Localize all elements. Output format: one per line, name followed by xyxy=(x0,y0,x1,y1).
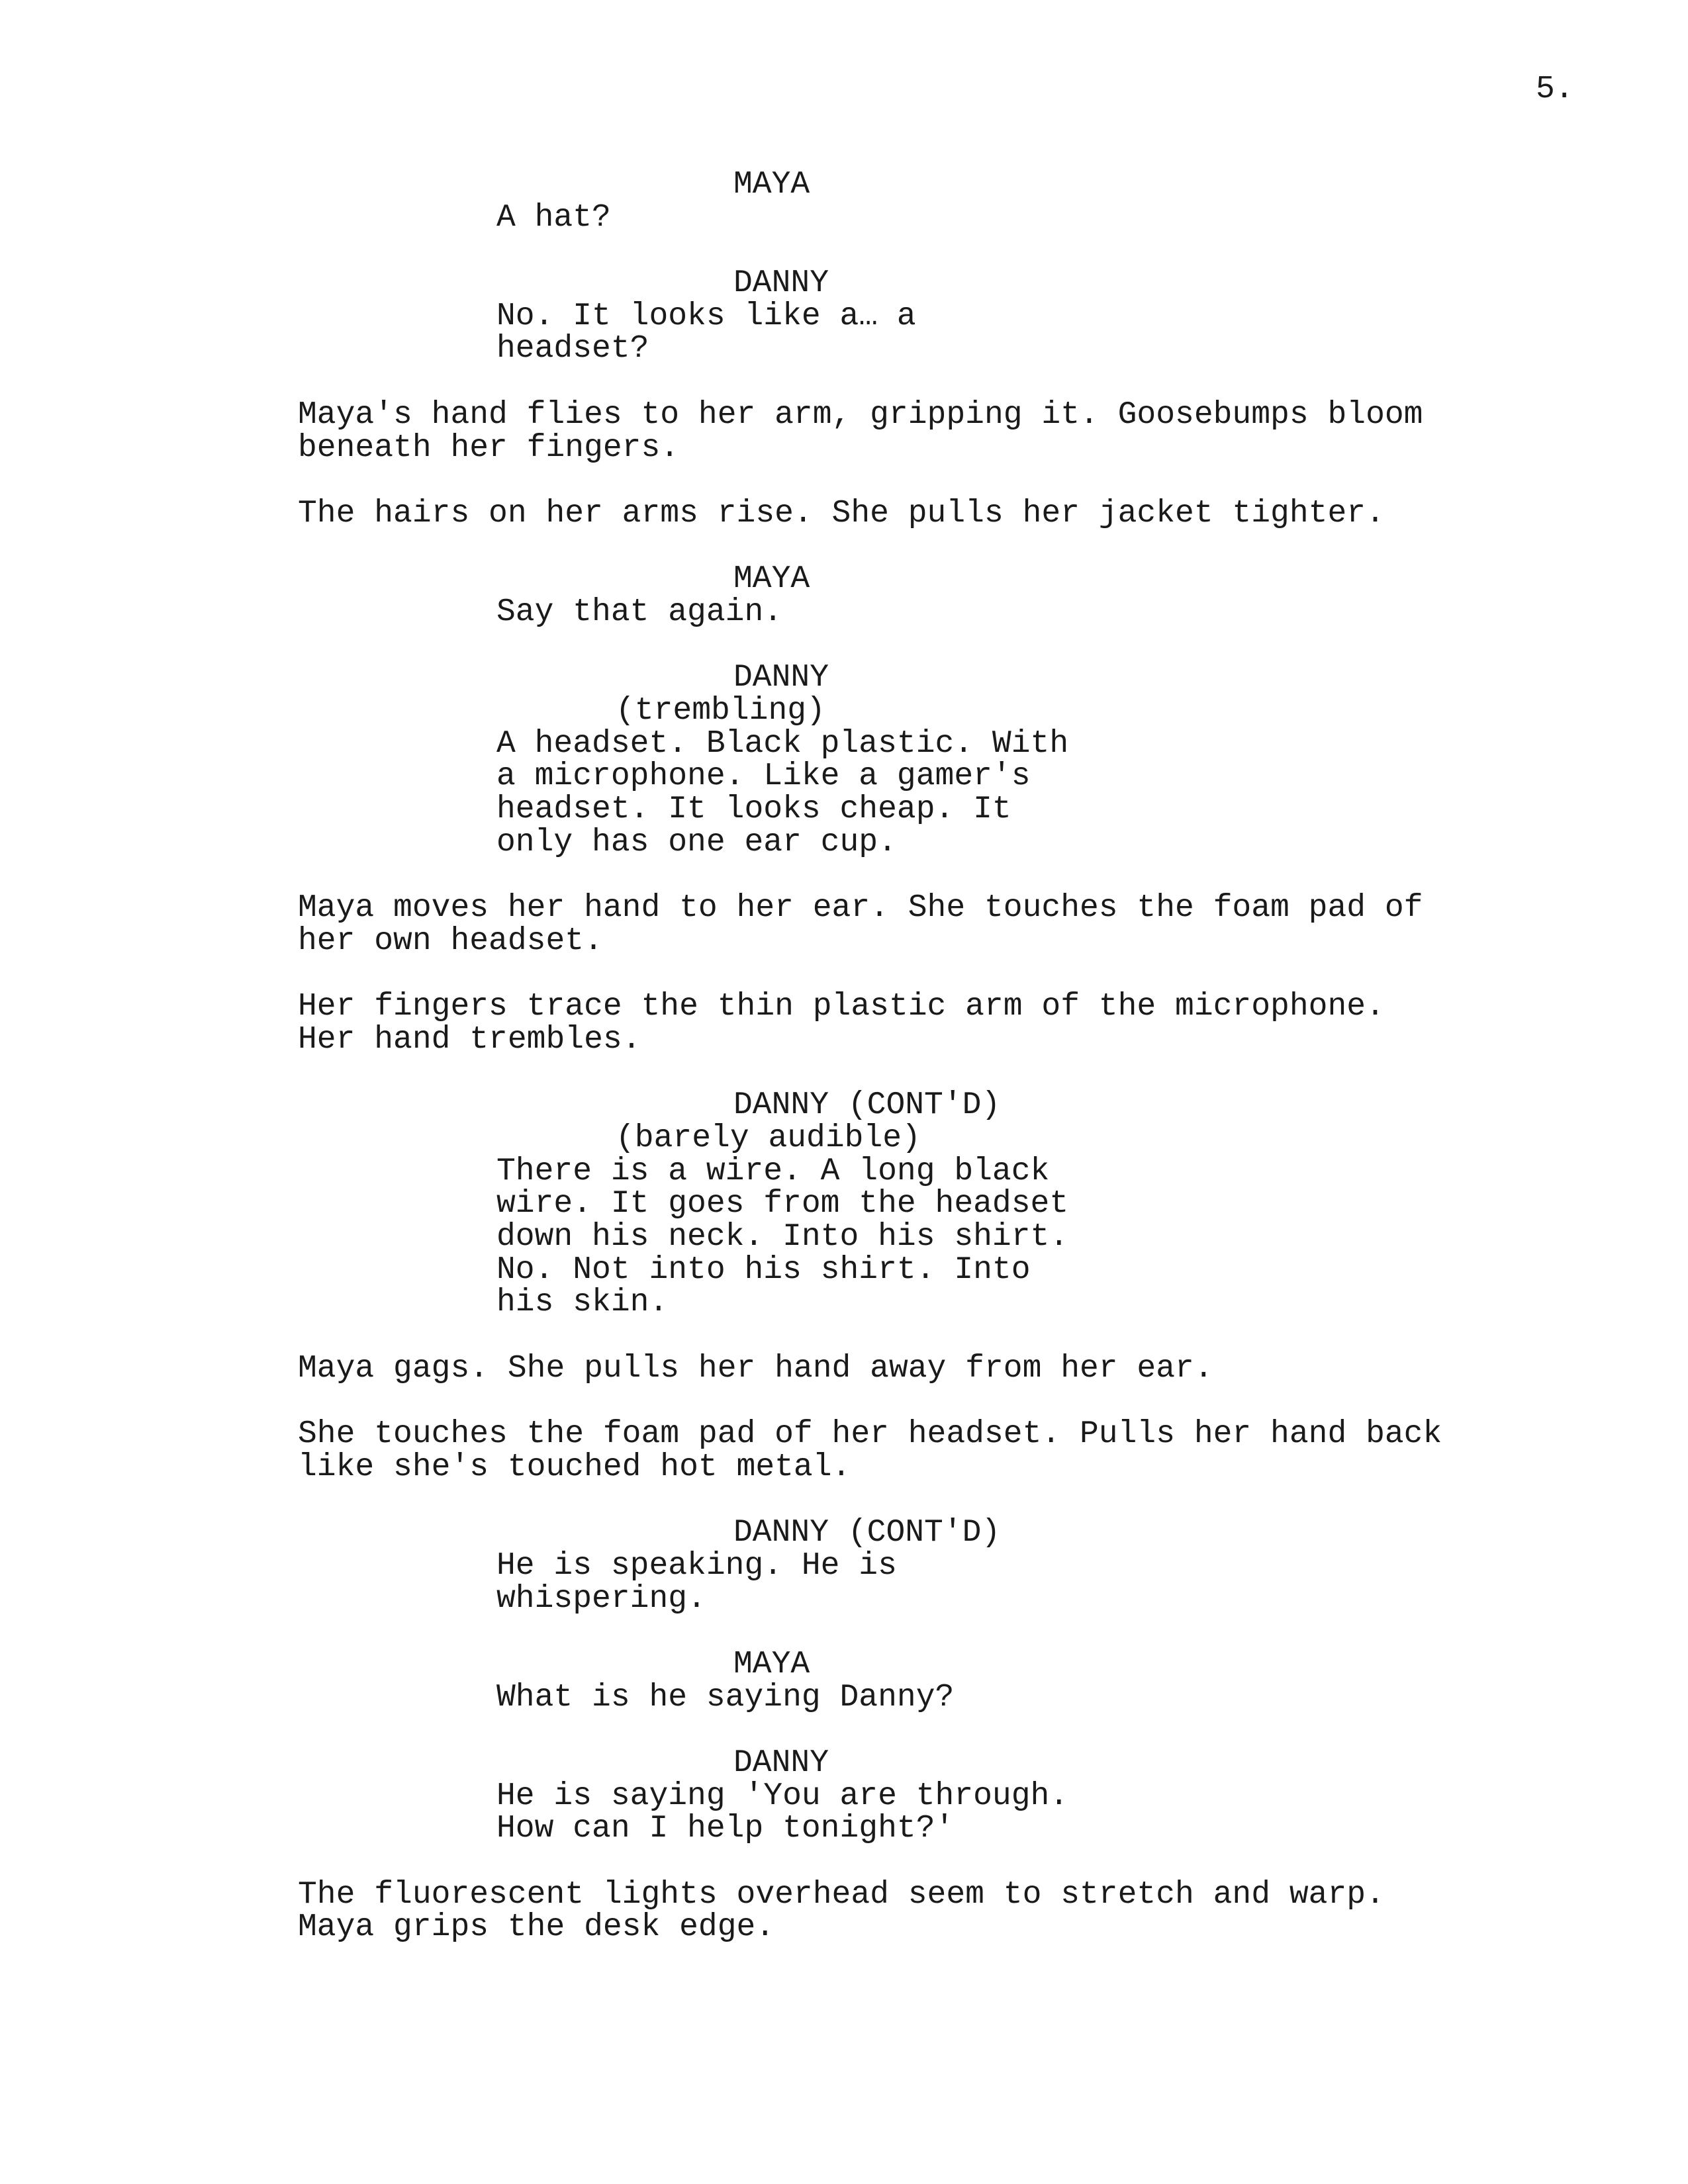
action-block xyxy=(0,1876,1688,1946)
dialogue-line: a microphone. Like a gamer's xyxy=(496,758,1031,795)
dialogue-block xyxy=(0,563,1688,629)
action-line: Her hand trembles. xyxy=(298,1021,641,1058)
action-block xyxy=(0,396,1688,466)
action-line: Her fingers trace the thin plastic arm of the microphone. xyxy=(298,989,1385,1025)
action-line: Maya moves her hand to her ear. She touches the foam pad of xyxy=(298,890,1423,927)
parenthetical: (trembling) xyxy=(616,693,825,729)
dialogue-block xyxy=(0,1517,1688,1615)
dialogue-line: No. Not into his shirt. Into xyxy=(496,1251,1031,1288)
dialogue-line: wire. It goes from the headset xyxy=(496,1186,1069,1222)
character-name: MAYA xyxy=(733,561,810,598)
action-line: Maya's hand flies to her arm, gripping it. Goosebumps bloom xyxy=(298,396,1423,433)
action-block xyxy=(0,1350,1688,1387)
action-line: like she's touched hot metal. xyxy=(298,1449,851,1485)
action-line: Maya grips the desk edge. xyxy=(298,1909,775,1946)
action-block xyxy=(0,495,1688,531)
action-line: her own headset. xyxy=(298,923,603,959)
dialogue-line: headset. It looks cheap. It xyxy=(496,792,1011,828)
character-name: DANNY (CONT'D) xyxy=(733,1087,1001,1124)
action-block xyxy=(0,892,1688,958)
dialogue-line: his skin. xyxy=(496,1285,669,1321)
page-number: 5. xyxy=(1536,71,1574,107)
dialogue-line: He is speaking. He is xyxy=(496,1547,897,1584)
dialogue-line: There is a wire. A long black xyxy=(496,1153,1050,1189)
action-line: Maya gags. She pulls her hand away from her ear. xyxy=(298,1350,1213,1387)
action-line: The fluorescent lights overhead seem to stretch and warp. xyxy=(298,1876,1385,1913)
parenthetical: (barely audible) xyxy=(616,1120,921,1156)
dialogue-line: headset? xyxy=(496,331,649,367)
dialogue-block xyxy=(0,267,1688,366)
dialogue-line: What is he saying Danny? xyxy=(496,1679,955,1715)
dialogue-line: only has one ear cup. xyxy=(496,824,897,860)
dialogue-line: How can I help tonight?' xyxy=(496,1811,955,1847)
screenplay-body xyxy=(0,169,1688,1944)
action-block xyxy=(0,1418,1688,1484)
action-line: The hairs on her arms rise. She pulls her jacket tighter. xyxy=(298,495,1385,531)
character-name: DANNY xyxy=(733,1745,829,1781)
character-name: DANNY xyxy=(733,660,829,696)
character-name: MAYA xyxy=(733,1646,810,1682)
dialogue-line: A hat? xyxy=(496,199,611,236)
dialogue-line: He is saying 'You are through. xyxy=(496,1778,1069,1814)
action-line: She touches the foam pad of her headset. Pulls her hand back xyxy=(298,1416,1442,1453)
action-block xyxy=(0,991,1688,1056)
character-name: DANNY (CONT'D) xyxy=(733,1515,1001,1551)
dialogue-line: Say that again. xyxy=(496,594,783,630)
character-name: MAYA xyxy=(733,167,810,203)
dialogue-block xyxy=(0,662,1688,859)
dialogue-block xyxy=(0,1089,1688,1320)
dialogue-line: down his neck. Into his shirt. xyxy=(496,1219,1069,1255)
dialogue-line: No. It looks like a… a xyxy=(496,298,916,334)
action-line: beneath her fingers. xyxy=(298,430,680,466)
dialogue-line: whispering. xyxy=(496,1580,706,1617)
dialogue-block xyxy=(0,169,1688,234)
dialogue-line: A headset. Black plastic. With xyxy=(496,725,1069,762)
character-name: DANNY xyxy=(733,265,829,302)
dialogue-block xyxy=(0,1646,1688,1715)
dialogue-block xyxy=(0,1747,1688,1846)
